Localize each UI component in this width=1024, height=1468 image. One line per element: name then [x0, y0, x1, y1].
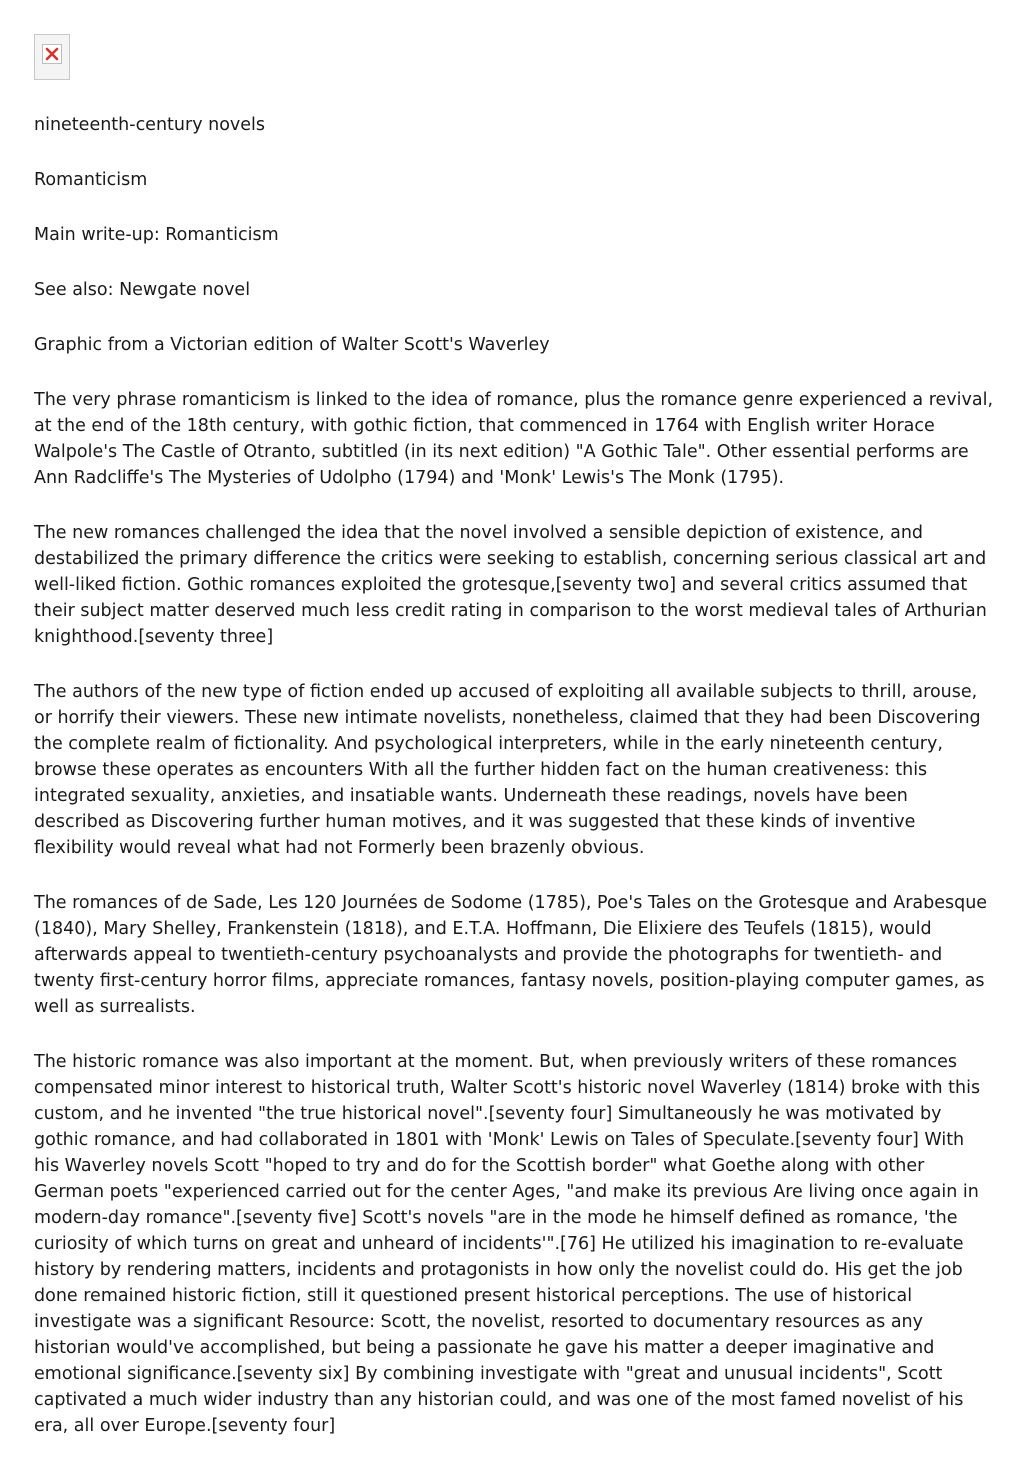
close-icon — [45, 47, 59, 61]
main-article-note: Main write-up: Romanticism — [34, 225, 279, 245]
broken-image-icon — [34, 34, 70, 80]
broken-image-frame — [42, 44, 62, 64]
image-caption: Graphic from a Victorian edition of Walter Scott's Waverley — [34, 335, 550, 355]
paragraph: The new romances challenged the idea that the novel involved a sensible depiction of existence, and destabilized the primary difference the critics were seeking to establish, concerning serious classical art and well-liked fiction. Gothic romances exploited the grotesque,[seventy two] and several critics assumed that their subject matter deserved much less credit rating in comparison to the worst medieval tales of Arthurian knighthood.[seventy three] — [34, 523, 987, 647]
see-also-note: See also: Newgate novel — [34, 280, 251, 300]
document-body — [34, 34, 994, 1468]
section-heading: Romanticism — [34, 170, 148, 190]
paragraph: The authors of the new type of fiction ended up accused of exploiting all available subjects to thrill, arouse, or horrify their viewers. These new intimate novelists, nonetheless, claimed that they had been Discovering the complete realm of fictionality. And psychological interpreters, while in the early nineteenth century, browse these operates as encounters With all the further hidden fact on the human creativeness: this integrated sexuality, anxieties, and insatiable wants. Underneath these readings, novels have been described as Discovering further human motives, and it was suggested that these kinds of inventive flexibility would reveal what had not Formerly been brazenly obvious. — [34, 682, 981, 858]
paragraph: The romances of de Sade, Les 120 Journées de Sodome (1785), Poe's Tales on the Grotesque and Arabesque (1840), Mary Shelley, Frankenstein (1818), and E.T.A. Hoffmann, Die Elixiere des Teufels (1815), would afterwards appeal to twentieth-century psychoanalysts and provide the photographs for twentieth- and twenty first-century horror films, appreciate romances, fantasy novels, position-playing computer games, as well as surrealists. — [34, 893, 988, 1017]
paragraph: The very phrase romanticism is linked to the idea of romance, plus the romance genre experienced a revival, at the end of the 18th century, with gothic fiction, that commenced in 1764 with English writer Horace Walpole's The Castle of Otranto, subtitled (in its next edition) "A Gothic Tale". Other essential performs are Ann Radcliffe's The Mysteries of Udolpho (1794) and 'Monk' Lewis's The Monk (1795). — [34, 390, 994, 488]
category-line: nineteenth-century novels — [34, 115, 266, 135]
paragraph: The historic romance was also important at the moment. But, when previously writers of these romances compensated minor interest to historical truth, Walter Scott's historic novel Waverley (1814) broke with this custom, and he invented "the true historical novel".[seventy four] Simultaneously he was motivated by gothic romance, and had collaborated in 1801 with 'Monk' Lewis on Tales of Speculate.[seventy four] With his Waverley novels Scott "hoped to try and do for the Scottish border" what Goethe along with other German poets "experienced carried out for the center Ages, "and make its previous Are living once again in modern-day romance".[seventy five] Scott's novels "are in the mode he himself defined as romance, 'the curiosity of which turns on great and unheard of incidents'".[76] He utilized his imagination to re-evaluate history by rendering matters, incidents and protagonists in how only the novelist could do. His get the job done remained historic fiction, still it questioned present historical perceptions. The use of historical investigate was a significant Resource: Scott, the novelist, resorted to documentary resources as any historian would've accomplished, but being a passionate he gave his matter a deeper imaginative and emotional significance.[seventy six] By combining investigate with "great and unusual incidents", Scott captivated a much wider industry than any historian could, and was one of the most famed novelist of his era, all over Europe.[seventy four] — [34, 1052, 981, 1436]
